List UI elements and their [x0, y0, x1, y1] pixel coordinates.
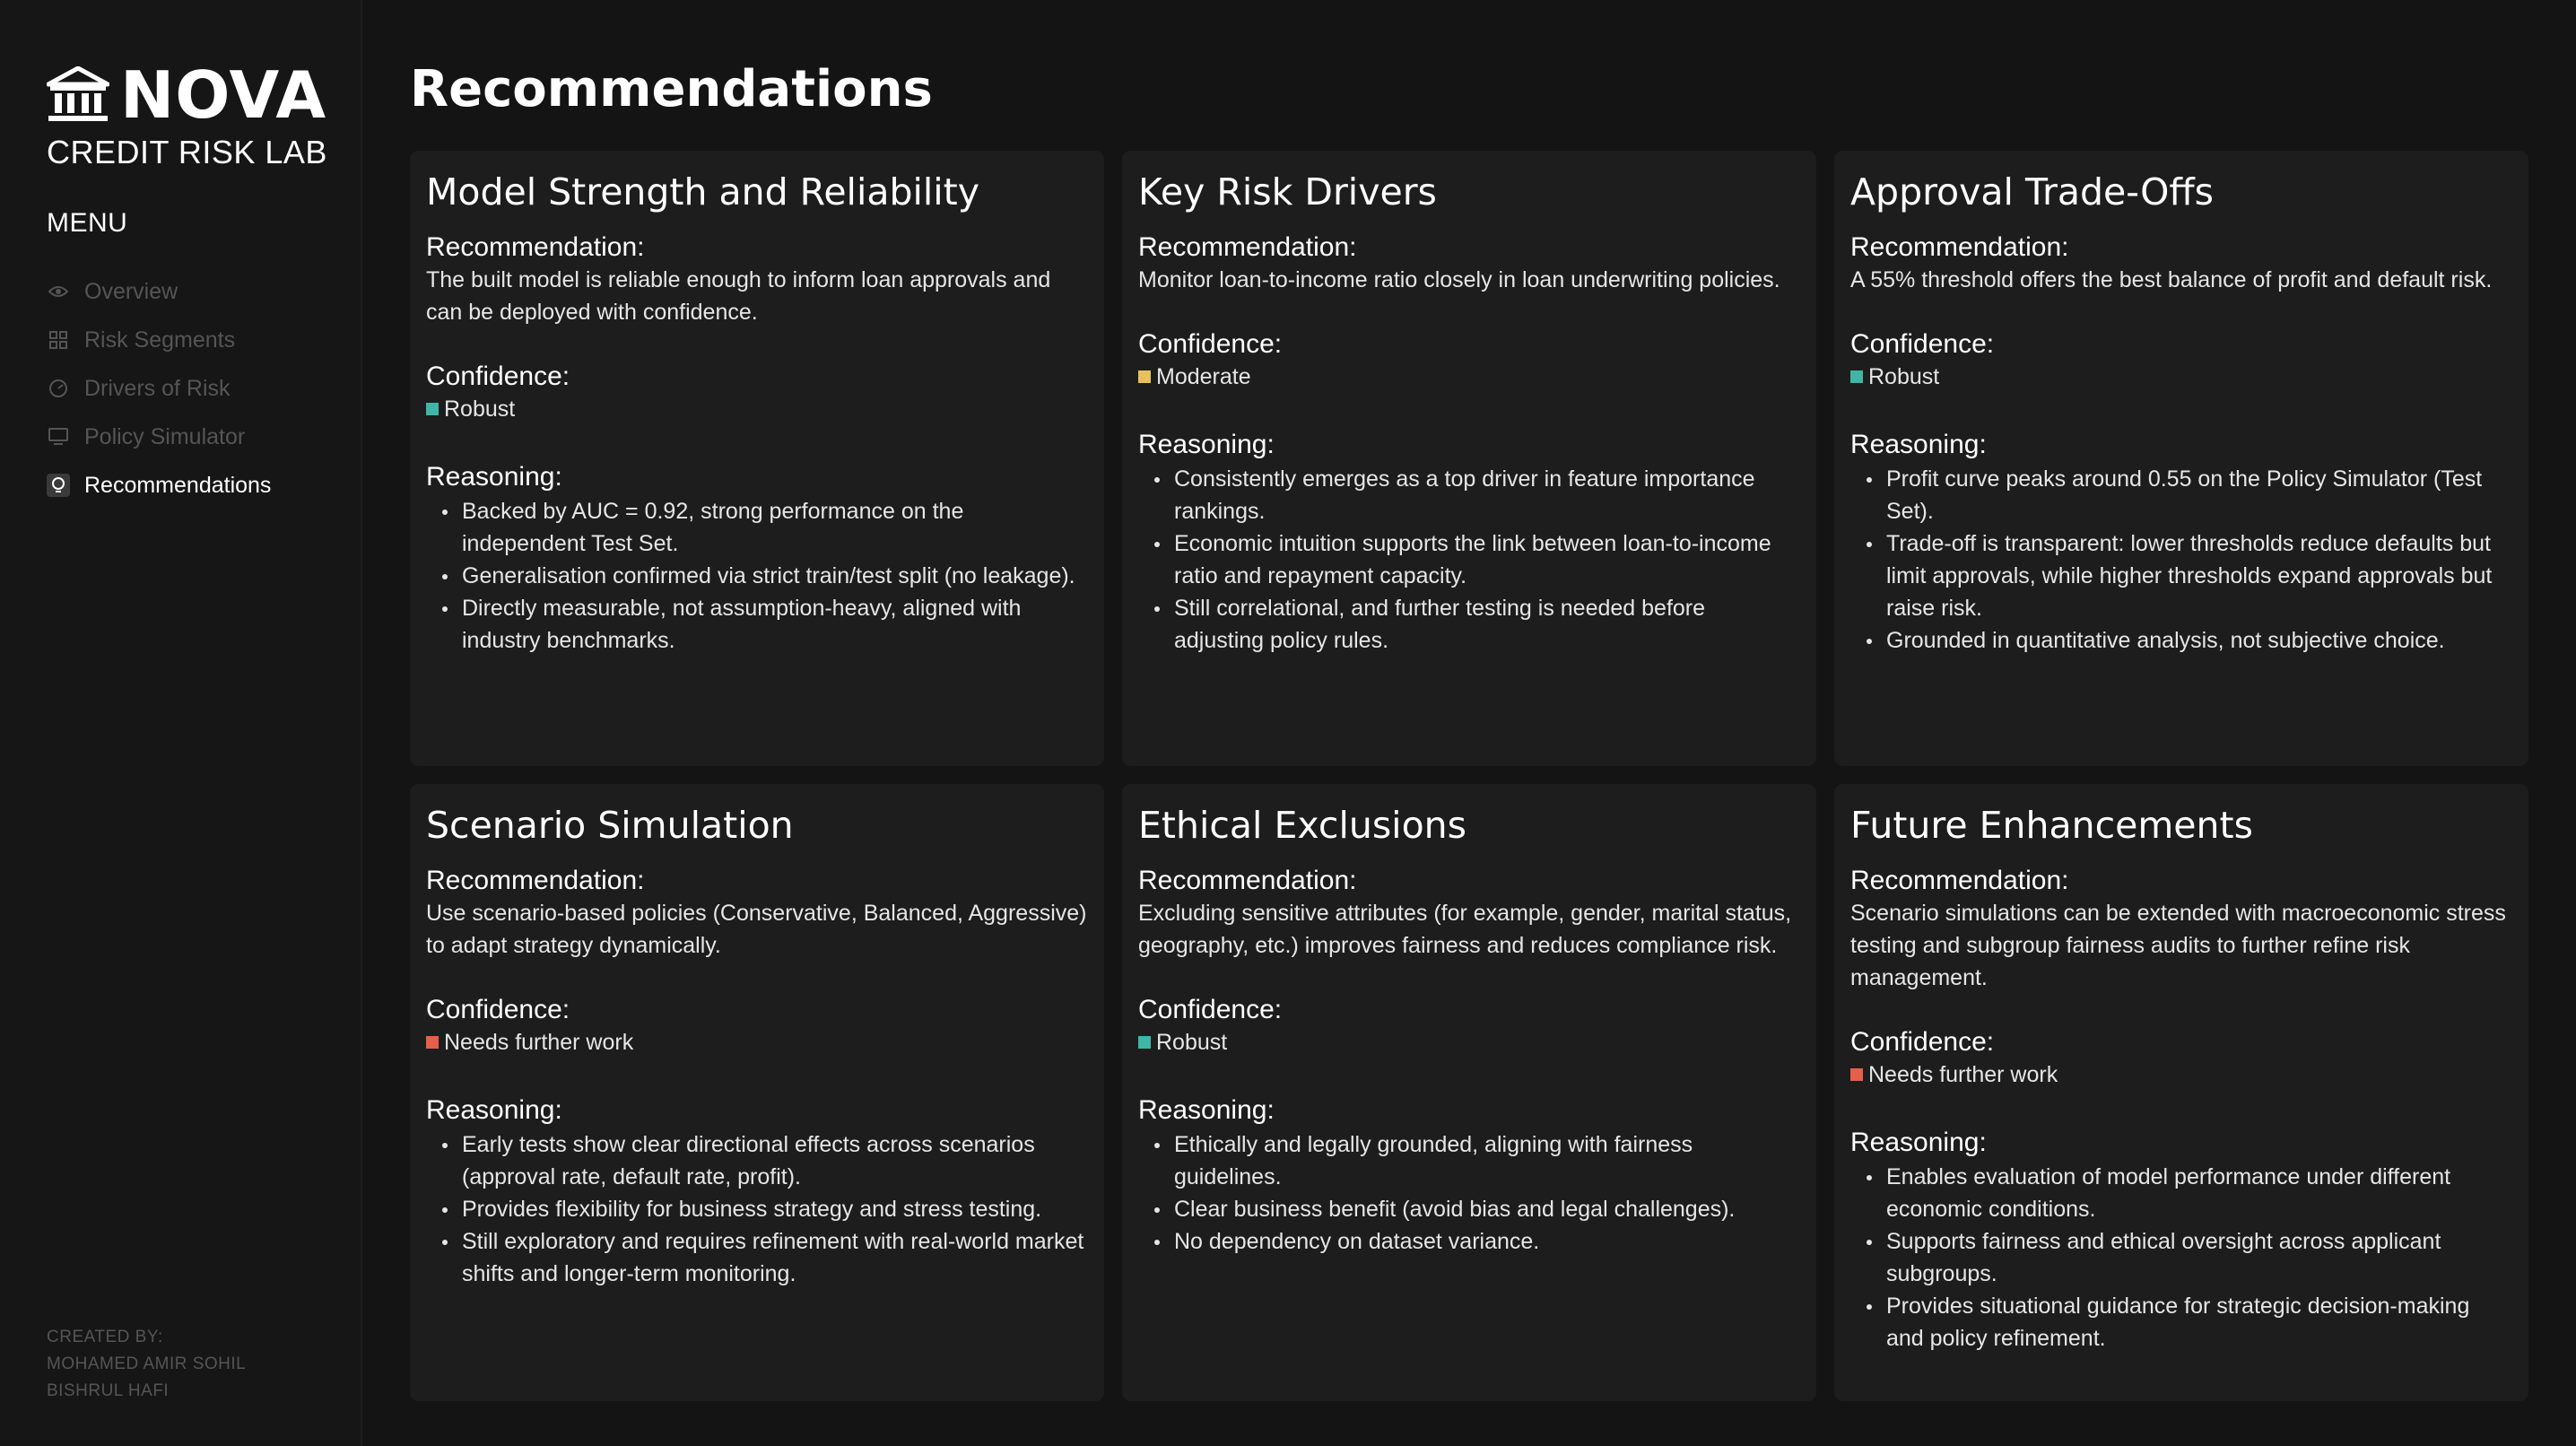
list-item: Profit curve peaks around 0.55 on the Policy Simulator (Test Set).	[1886, 463, 2512, 527]
reasoning-label: Reasoning:	[1138, 430, 1275, 459]
reasoning-label: Reasoning:	[426, 1095, 562, 1125]
card-title: Ethical Exclusions	[1138, 804, 1466, 847]
sidebar-item-recommendations[interactable]	[47, 461, 352, 510]
confidence-value	[426, 1026, 1088, 1058]
reasoning-label: Reasoning:	[1850, 1128, 1987, 1157]
list-item: Economic intuition supports the link between loan-to-income ratio and repayment capacity.	[1174, 527, 1800, 592]
list-item: Clear business benefit (avoid bias and legal challenges).	[1174, 1193, 1800, 1225]
confidence-text: Robust	[1156, 1030, 1228, 1055]
reasoning-list	[1138, 1128, 1800, 1258]
list-item: Directly measurable, not assumption-heavy, aligned with industry benchmarks.	[462, 592, 1088, 657]
reasoning-list	[426, 1128, 1088, 1290]
confidence-value	[1138, 1026, 1800, 1058]
card-title: Future Enhancements	[1850, 804, 2253, 847]
list-item: Grounded in quantitative analysis, not subjective choice.	[1886, 624, 2512, 657]
list-item: Enables evaluation of model performance under different economic conditions.	[1886, 1161, 2512, 1225]
monitor-icon	[47, 425, 70, 449]
reasoning-list	[426, 495, 1088, 657]
list-item: Still exploratory and requires refinement with real-world market shifts and longer-term monitoring.	[462, 1225, 1088, 1290]
recommendation-label: Recommendation:	[1138, 232, 1357, 262]
sidebar	[0, 0, 362, 1446]
sidebar-item-overview[interactable]	[47, 267, 352, 316]
card-key-risk-drivers	[1122, 151, 1816, 766]
confidence-label: Confidence:	[1138, 995, 1283, 1024]
page-title: Recommendations	[410, 60, 933, 118]
list-item: Ethically and legally grounded, aligning with fairness guidelines.	[1174, 1128, 1800, 1193]
confidence-label: Confidence:	[1850, 329, 1995, 359]
confidence-swatch	[1850, 1068, 1863, 1081]
bank-icon	[47, 66, 109, 124]
sidebar-item-drivers-of-risk[interactable]	[47, 364, 352, 413]
card-approval-trade-offs	[1834, 151, 2528, 766]
confidence-value	[1850, 361, 2512, 393]
card-title: Approval Trade-Offs	[1850, 170, 2215, 213]
sidebar-item-label: Policy Simulator	[84, 423, 246, 449]
confidence-label: Confidence:	[1138, 329, 1283, 359]
reasoning-list	[1850, 1161, 2512, 1355]
sidebar-item-policy-simulator[interactable]	[47, 413, 352, 461]
logo-subtitle: CREDIT RISK LAB	[47, 134, 327, 170]
recommendation-label: Recommendation:	[1850, 866, 2069, 895]
list-item: Consistently emerges as a top driver in feature importance rankings.	[1174, 463, 1800, 527]
reasoning-label: Reasoning:	[1850, 430, 1987, 459]
recommendation-label: Recommendation:	[426, 866, 645, 895]
credits-author-2: BISHRUL HAFI	[47, 1381, 170, 1400]
gauge-icon	[47, 377, 70, 400]
recommendation-text: Scenario simulations can be extended with macroeconomic stress testing and subgroup fairness audits to further refine risk management.	[1850, 901, 2506, 990]
list-item: Generalisation confirmed via strict train/test split (no leakage).	[462, 560, 1088, 592]
confidence-swatch	[1138, 370, 1151, 383]
recommendation-text: A 55% threshold offers the best balance of profit and default risk.	[1850, 267, 2493, 292]
credits-heading: CREATED BY:	[47, 1328, 163, 1346]
logo-title: NOVA	[120, 57, 327, 133]
logo-row	[47, 59, 352, 131]
recommendation-text: Monitor loan-to-income ratio closely in loan underwriting policies.	[1138, 267, 1780, 292]
list-item: Provides situational guidance for strategic decision-making and policy refinement.	[1886, 1290, 2512, 1355]
card-model-strength	[410, 151, 1104, 766]
confidence-label: Confidence:	[426, 362, 570, 391]
list-item: Backed by AUC = 0.92, strong performance on the independent Test Set.	[462, 495, 1088, 560]
reasoning-list	[1850, 463, 2512, 657]
confidence-label: Confidence:	[1850, 1027, 1995, 1057]
reasoning-label: Reasoning:	[1138, 1095, 1275, 1125]
confidence-value	[1850, 1058, 2512, 1091]
credits	[47, 1324, 246, 1405]
reasoning-label: Reasoning:	[426, 462, 562, 492]
eye-icon	[47, 280, 70, 303]
card-title: Key Risk Drivers	[1138, 170, 1437, 213]
recommendation-label: Recommendation:	[1850, 232, 2069, 262]
list-item: Early tests show clear directional effects across scenarios (approval rate, default rate, profit).	[462, 1128, 1088, 1193]
card-title: Scenario Simulation	[426, 804, 794, 847]
credits-author-1: MOHAMED AMIR SOHIL	[47, 1355, 247, 1373]
confidence-value	[426, 393, 1088, 425]
card-future-enhancements	[1834, 784, 2528, 1401]
recommendation-label: Recommendation:	[1138, 866, 1357, 895]
list-item: No dependency on dataset variance.	[1174, 1225, 1800, 1258]
sidebar-item-risk-segments[interactable]	[47, 316, 352, 364]
sidebar-item-label: Recommendations	[84, 472, 272, 498]
confidence-text: Robust	[444, 396, 516, 422]
menu-title: MENU	[47, 208, 128, 238]
sidebar-item-label: Risk Segments	[84, 327, 236, 353]
confidence-text: Needs further work	[1868, 1062, 2058, 1087]
sidebar-nav	[47, 267, 352, 510]
card-ethical-exclusions	[1122, 784, 1816, 1401]
confidence-text: Moderate	[1156, 364, 1251, 389]
list-item: Supports fairness and ethical oversight across applicant subgroups.	[1886, 1225, 2512, 1290]
card-title: Model Strength and Reliability	[426, 170, 980, 213]
confidence-label: Confidence:	[426, 995, 570, 1024]
confidence-value	[1138, 361, 1800, 393]
recommendation-text: Use scenario-based policies (Conservative, Balanced, Aggressive) to adapt strategy dynamically.	[426, 901, 1087, 958]
sidebar-item-label: Drivers of Risk	[84, 375, 231, 401]
grid-icon	[47, 328, 70, 352]
recommendation-label: Recommendation:	[426, 232, 645, 262]
confidence-swatch	[426, 403, 439, 415]
list-item: Trade-off is transparent: lower thresholds reduce defaults but limit approvals, while higher thresholds expand approvals but raise risk.	[1886, 527, 2512, 624]
sidebar-item-label: Overview	[84, 278, 178, 304]
reasoning-list	[1138, 463, 1800, 657]
recommendation-text: Excluding sensitive attributes (for example, gender, marital status, geography, etc.) improves fairness and reduces compliance risk.	[1138, 901, 1792, 958]
confidence-text: Needs further work	[444, 1030, 634, 1055]
list-item: Provides flexibility for business strategy and stress testing.	[462, 1193, 1088, 1225]
recommendation-text: The built model is reliable enough to inform loan approvals and can be deployed with confidence.	[426, 267, 1051, 325]
card-scenario-simulation	[410, 784, 1104, 1401]
lightbulb-icon	[47, 474, 70, 497]
confidence-swatch	[426, 1036, 439, 1049]
logo[interactable]	[47, 59, 352, 172]
confidence-swatch	[1850, 370, 1863, 383]
confidence-text: Robust	[1868, 364, 1940, 389]
confidence-swatch	[1138, 1036, 1151, 1049]
list-item: Still correlational, and further testing is needed before adjusting policy rules.	[1174, 592, 1800, 657]
